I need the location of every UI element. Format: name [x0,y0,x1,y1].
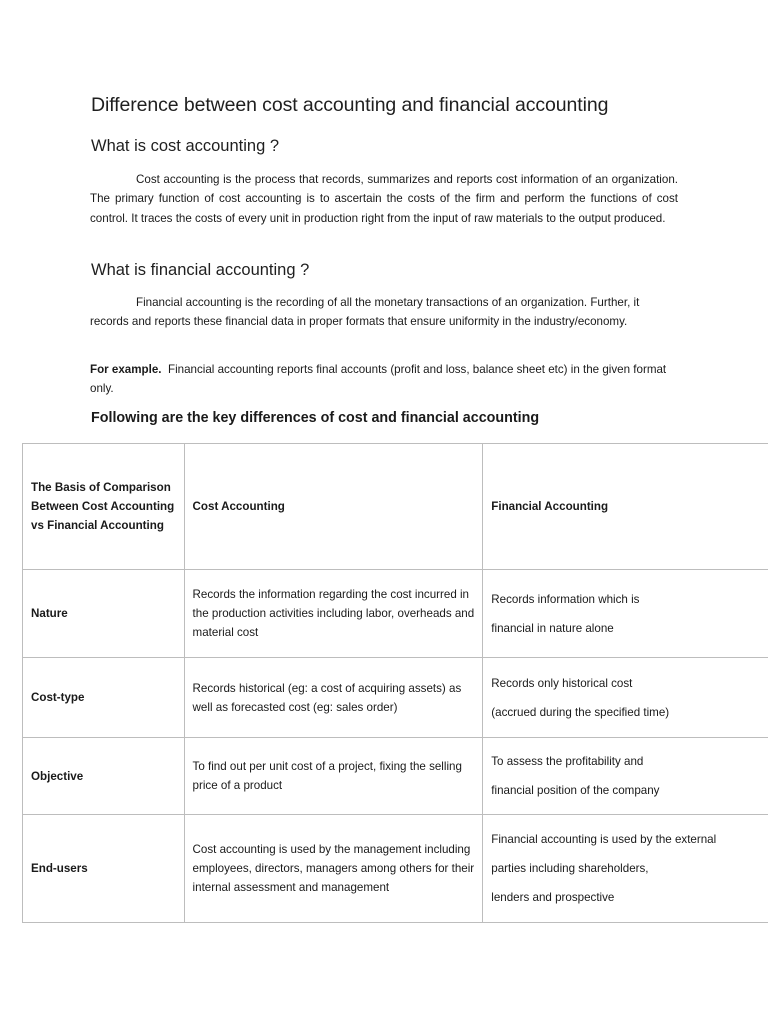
basis-cell [23,570,185,658]
table-row-cost-type [23,658,768,738]
cost-cell [184,658,483,738]
example-text: Financial accounting reports final accounts (profit and loss, balance sheet etc) in the given format only. [90,363,667,396]
financial-accounting-heading: What is financial accounting ? [91,261,310,279]
table-header-row [23,444,768,570]
cost-text: Cost accounting is used by the management including employees, directors, managers among others for their internal assessment and management [192,843,475,894]
financial-accounting-paragraph: Financial accounting is the recording of all the monetary transactions of an organization. Further, it records and reports these financial data in proper formats that ensure uniformity in the industry/economy. [90,296,640,329]
cost-cell [184,815,483,923]
basis-label: Cost-type [31,691,85,704]
financial-text-line-2: (accrued during the specified time) [491,705,670,719]
differences-heading: Following are the key differences of cost and financial accounting [91,410,540,426]
basis-cell [23,815,185,923]
financial-text-line-1: Financial accounting is used by the external [491,833,717,846]
financial-text-line-1: Records only historical cost [491,676,633,690]
financial-text-line-2: financial in nature alone [491,621,614,635]
example-paragraph [90,360,678,399]
header-basis-label: The Basis of Comparison Between Cost Accounting vs Financial Accounting [31,481,175,532]
table-row-objective [23,738,768,815]
table-row-nature [23,570,768,658]
financial-text-line-1: To assess the profitability and [491,755,644,768]
financial-text-line-3: lenders and prospective [491,891,615,904]
header-cost-cell [184,444,483,570]
example-label: For example. [90,363,162,376]
financial-text-line-2: parties including shareholders, [491,862,649,875]
financial-text-line-2: financial position of the company [491,784,660,797]
document-title: Difference between cost accounting and financial accounting [91,94,609,116]
basis-cell [23,738,185,815]
financial-cell [483,738,768,815]
financial-cell [483,815,768,923]
basis-label: Nature [31,607,68,620]
cost-text: Records the information regarding the cost incurred in the production activities including labor, overheads and material cost [192,588,475,639]
basis-label: Objective [31,769,84,783]
financial-cell [483,570,768,658]
cost-cell [184,570,483,658]
cost-accounting-paragraph: Cost accounting is the process that records, summarizes and reports cost information of an organization. The primary function of cost accounting is to ascertain the costs of the firm and perform the functions of cost control. It traces the costs of every unit in production right from the input of raw materials to the output produced. [90,173,678,225]
basis-cell [23,658,185,738]
differences-table [22,443,768,923]
header-financial-label: Financial Accounting [491,500,609,513]
header-basis-cell [23,444,185,570]
cost-text: Records historical (eg: a cost of acquiring assets) as well as forecasted cost (eg: sales order) [192,681,462,714]
cost-accounting-heading: What is cost accounting ? [91,137,280,155]
cost-cell [184,738,483,815]
header-financial-cell [483,444,768,570]
financial-text-line-1: Records information which is [491,592,640,606]
financial-cell [483,658,768,738]
basis-label: End-users [31,862,88,875]
cost-text: To find out per unit cost of a project, fixing the selling price of a product [192,760,462,792]
table-row-end-users [23,815,768,923]
header-cost-label: Cost Accounting [192,500,285,513]
